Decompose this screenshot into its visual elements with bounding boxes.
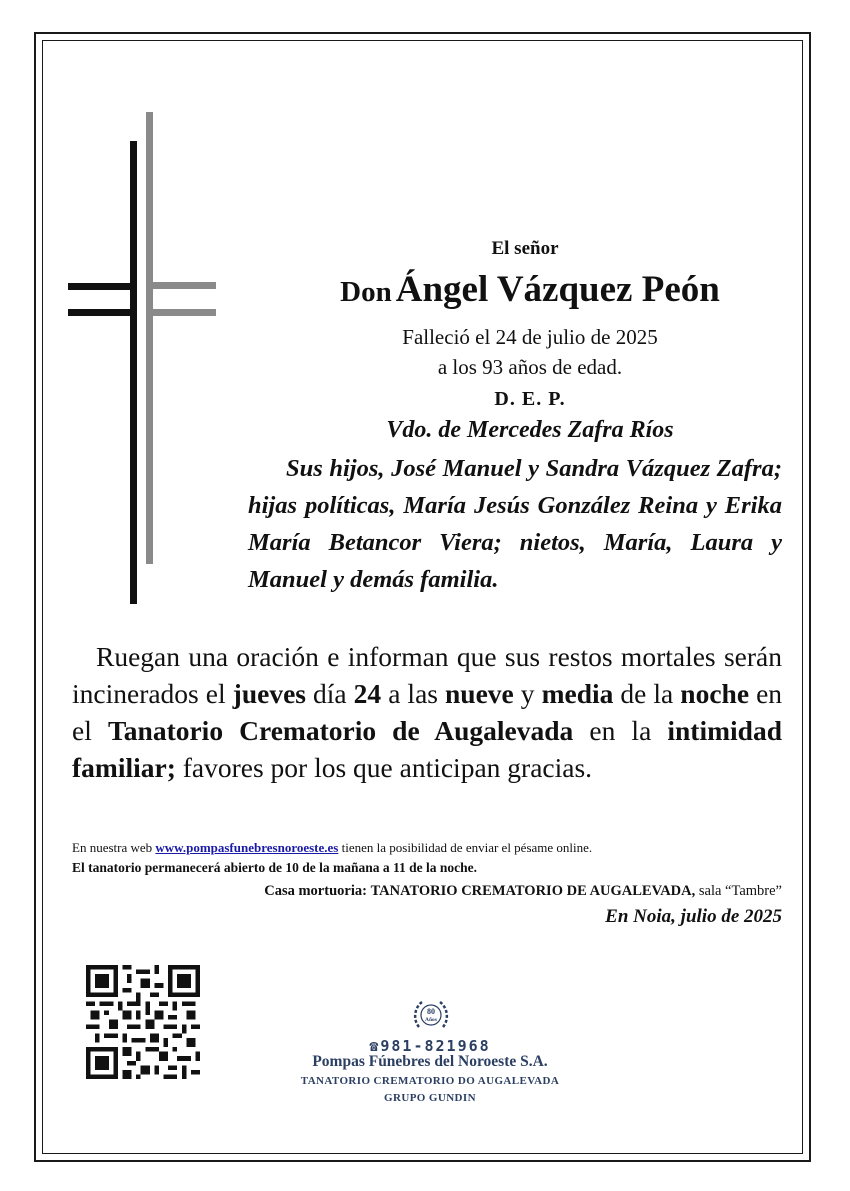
badge-number: 80 [427,1007,435,1016]
funeral-home-label: Casa mortuoria: [264,883,367,899]
intro-text: El señor [491,238,559,259]
death-age: a los 93 años de edad. [437,355,623,379]
main-text: de la [620,678,674,709]
main-bold: 24 [353,678,382,709]
web-note-text: tienen la posibilidad de enviar el pésame online. [341,840,593,855]
main-text: Ruegan una oración e informan que sus restos mortales serán incinerados el [72,641,782,709]
group-name: GRUPO GUNDIN [384,1092,476,1104]
main-bold: nueve [445,678,514,709]
main-bold: jueves [232,678,306,709]
phone-number: 981-821968 [380,1037,491,1055]
main-text: en el [72,678,783,746]
main-text: en la [589,715,652,746]
announcement-paragraph [72,638,782,786]
cross-black-arm-top [68,283,137,290]
widow-text: Vdo. de Mercedes Zafra Ríos [386,417,674,443]
deceased-name [250,268,810,311]
main-text: a las [388,678,438,709]
cross-gray-vertical [146,112,153,564]
funeral-home-name: TANATORIO CREMATORIO DE AUGALEVADA, [370,883,696,899]
badge-text: Años [425,1017,437,1023]
death-info [250,322,810,382]
anniversary-badge-icon [410,995,452,1037]
cross-gray-arm-bottom [146,309,216,316]
website-link[interactable]: www.pompasfunebresnoroeste.es [155,840,339,855]
opening-hours: El tanatorio permanecerá abierto de 10 de la mañana a 11 de la noche. [72,860,477,875]
funeral-home-line [72,883,782,900]
main-text: favores por los que anticipan gracias. [182,752,593,783]
main-bold: noche [680,678,750,709]
tanatorio-name: TANATORIO CREMATORIO DO AUGALEVADA [300,1075,560,1087]
web-note-text: En nuestra web [72,840,153,855]
death-date: Falleció el 24 de julio de 2025 [402,325,658,349]
main-text: y [520,678,535,709]
main-bold: intimidad familiar; [72,715,782,783]
qr-code-icon[interactable] [86,965,200,1079]
funeral-home-room: sala “Tambre” [698,883,782,899]
place-date: En Noia, julio de 2025 [605,906,782,927]
phone-icon: ☎ [369,1037,381,1055]
name-full: Ángel Vázquez Peón [395,269,720,310]
company-name: Pompas Fúnebres del Noroeste S.A. [312,1053,548,1070]
cross-gray-arm-top [146,282,216,289]
web-note [72,840,782,856]
cross-black-vertical [130,141,137,604]
main-bold: Tanatorio Crematorio de Augalevada [107,715,574,746]
dep-text: D. E. P. [494,388,566,410]
cross-black-arm-bottom [68,309,137,316]
name-prefix: Don [340,276,392,308]
main-bold: media [541,678,614,709]
family-text: Sus hijos, José Manuel y Sandra Vázquez Zafra; hijas políticas, María Jesús González Reina y Erika María Betancor Viera; nietos, María, Laura y Manuel y demás familia. [248,455,782,593]
main-text: día [313,678,347,709]
